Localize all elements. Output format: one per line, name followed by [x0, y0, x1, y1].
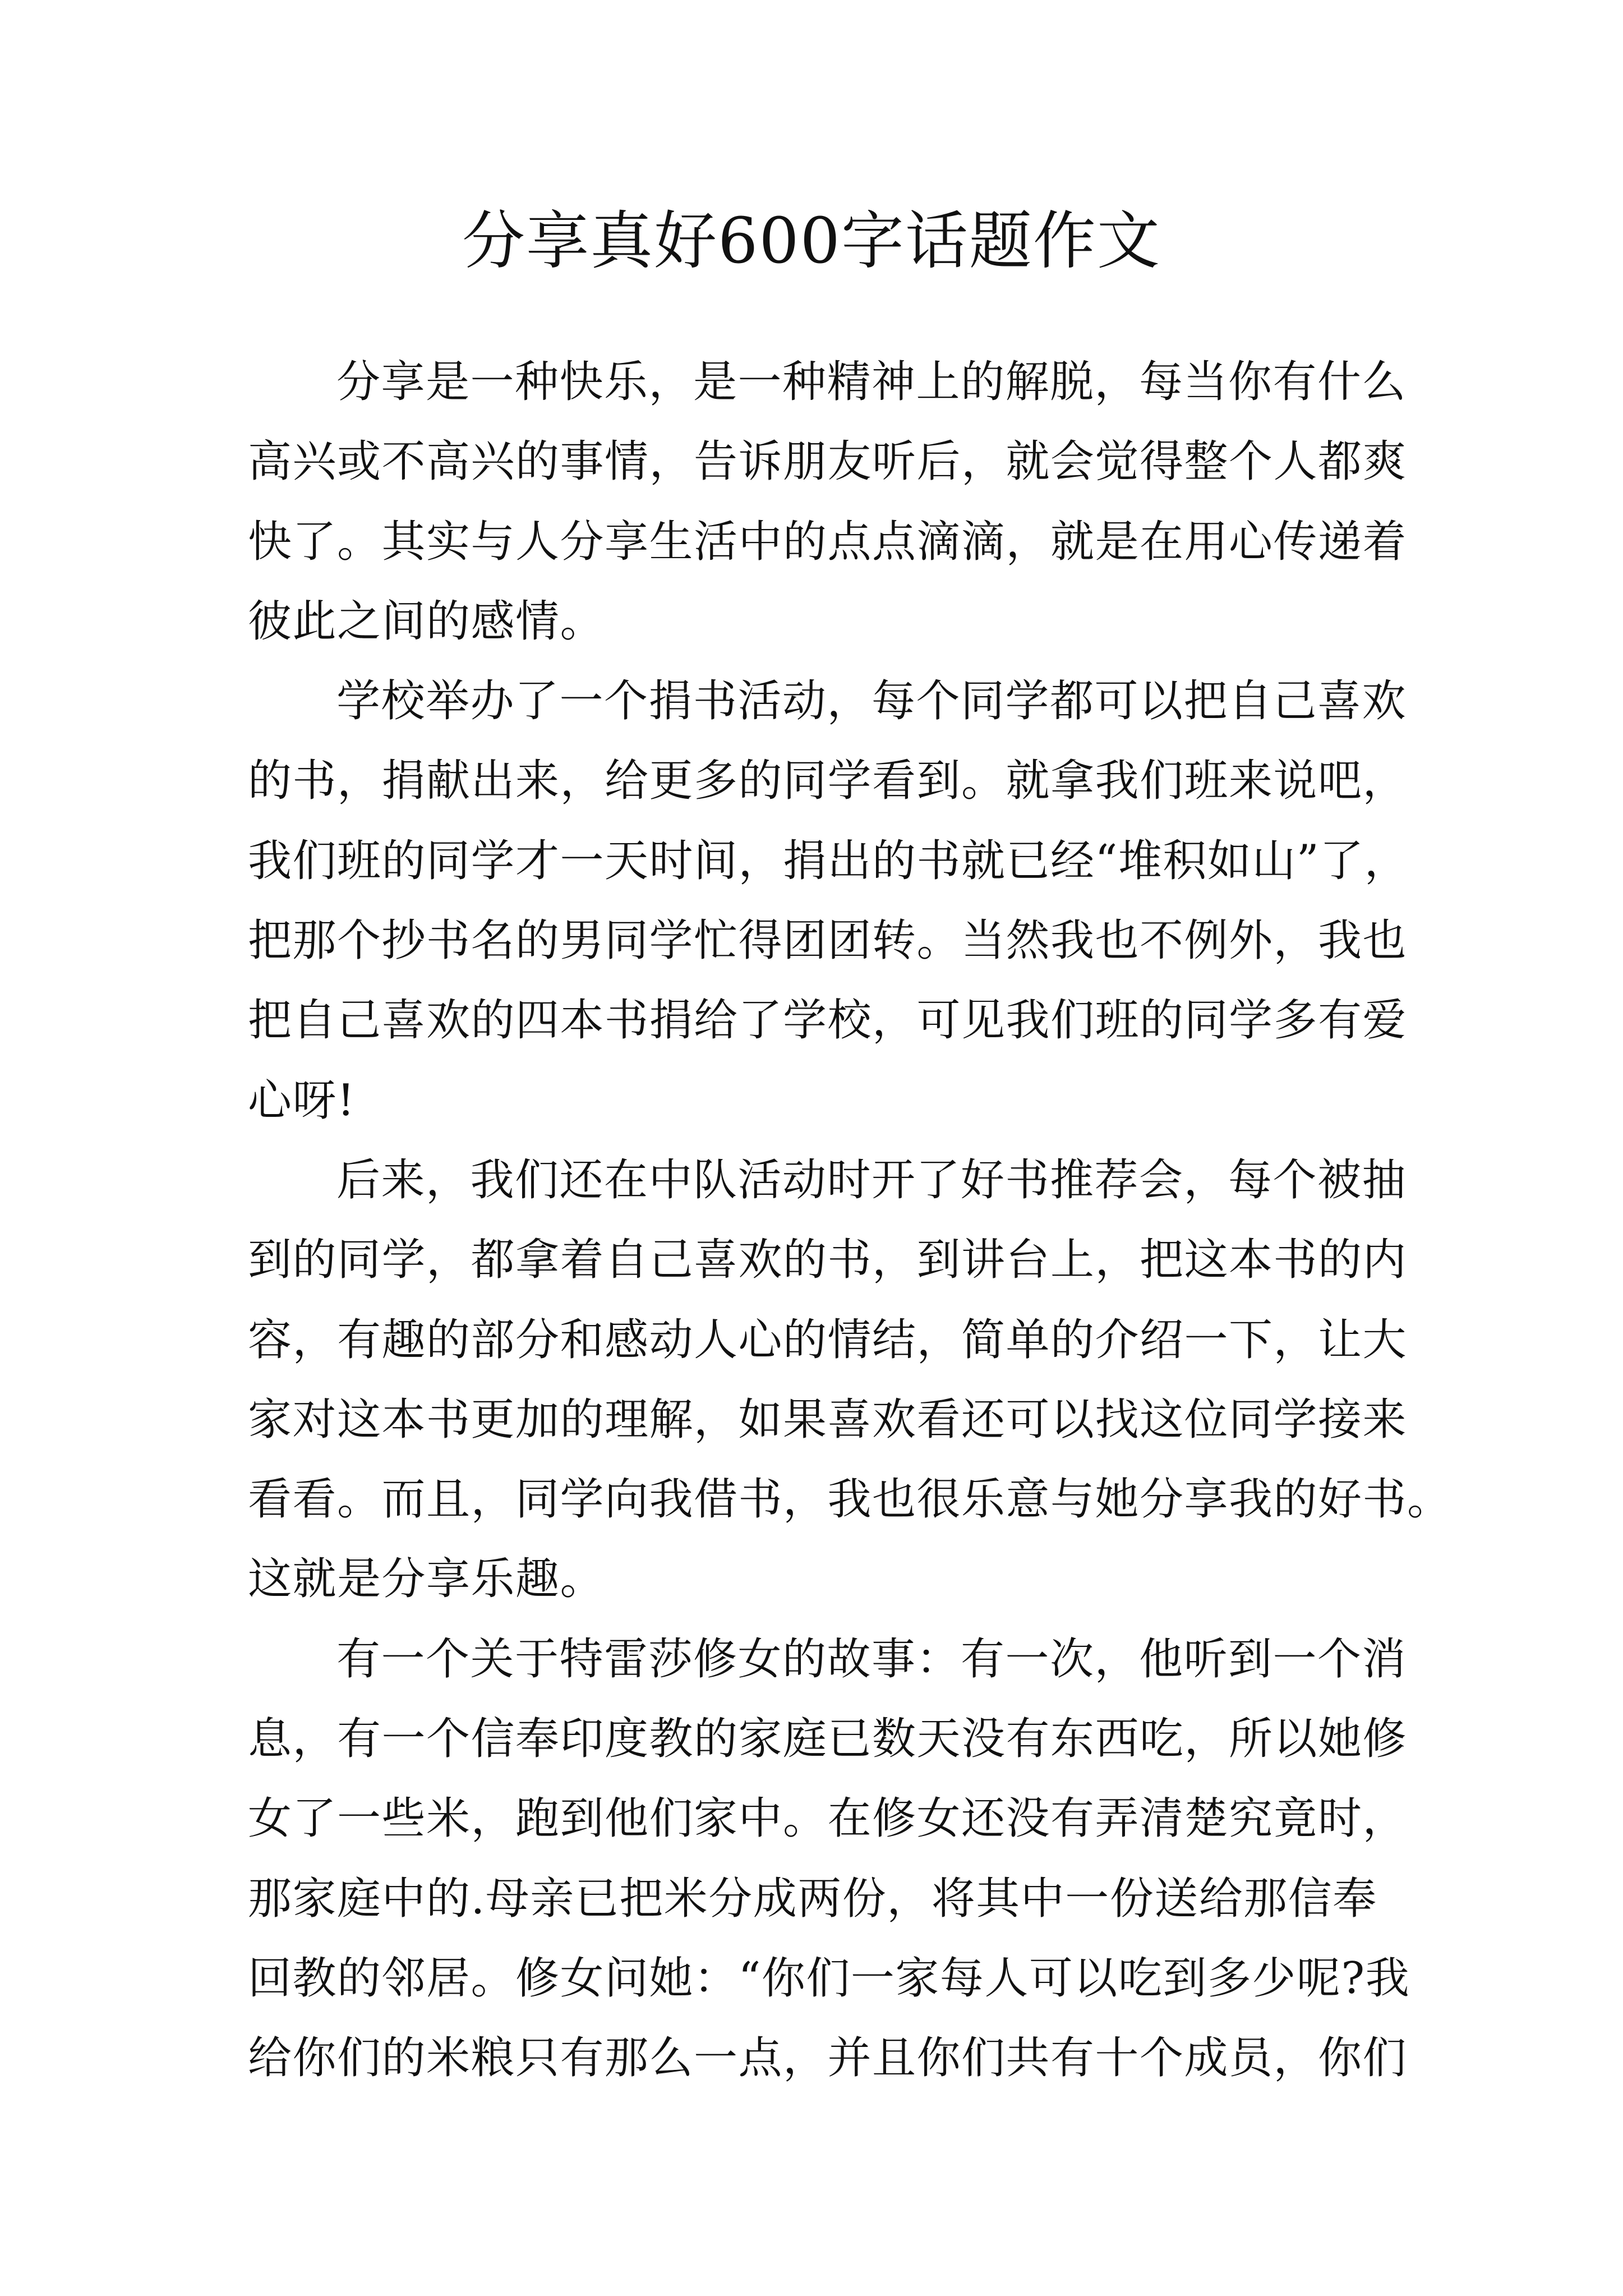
paragraph	[248, 1140, 1452, 1619]
text-line: 把自己喜欢的四本书捐给了学校，可见我们班的同学多有爱	[248, 995, 1408, 1046]
text-line: 分享是一种快乐，是一种精神上的解脱，每当你有什么	[336, 357, 1407, 407]
text-line: 家对这本书更加的理解，如果喜欢看还可以找这位同学接来	[248, 1394, 1408, 1445]
text-line: 后来，我们还在中队活动时开了好书推荐会，每个被抽	[336, 1154, 1407, 1205]
paragraph	[248, 661, 1409, 1140]
text-line: 我们班的同学才一天时间，捐出的书就已经“堆积如山”了，	[248, 835, 1409, 886]
text-line: 回教的邻居。修女问她：“你们一家每人可以吃到多少呢?我	[248, 1953, 1410, 2004]
text-line: 学校举办了一个捐书活动，每个同学都可以把自己喜欢	[336, 676, 1407, 727]
text-line: 彼此之间的感情。	[248, 596, 605, 647]
text-line: 有一个关于特雷莎修女的故事：有一次，他听到一个消	[336, 1634, 1407, 1685]
text-line: 心呀!	[248, 1075, 356, 1126]
document-body	[248, 342, 1452, 2099]
paragraph	[248, 1619, 1410, 2099]
text-line: 高兴或不高兴的事情，告诉朋友听后，就会觉得整个人都爽	[248, 436, 1408, 487]
text-line: 给你们的米粮只有那么一点，并且你们共有十个成员，你们	[248, 2033, 1408, 2084]
text-line: 女了一些米，跑到他们家中。在修女还没有弄清楚究竟时，	[248, 1793, 1408, 1844]
text-line: 到的同学，都拿着自己喜欢的书，到讲台上，把这本书的内	[248, 1235, 1408, 1286]
text-line: 容，有趣的部分和感动人心的情结，简单的介绍一下，让大	[248, 1314, 1408, 1365]
document-title: 分享真好600字话题作文	[462, 205, 1161, 278]
text-line: 息，有一个信奉印度教的家庭已数天没有东西吃，所以她修	[248, 1714, 1408, 1765]
text-line: 的书，捐献出来，给更多的同学看到。就拿我们班来说吧，	[248, 756, 1408, 807]
paragraph	[248, 342, 1408, 661]
text-line: 把那个抄书名的男同学忙得团团转。当然我也不例外，我也	[248, 915, 1408, 967]
text-line: 那家庭中的.母亲已把米分成两份，将其中一份送给那信奉	[248, 1873, 1377, 1924]
text-line: 这就是分享乐趣。	[248, 1554, 605, 1605]
text-line: 看看。而且，同学向我借书，我也很乐意与她分享我的好书。	[248, 1474, 1452, 1525]
text-line: 快了。其实与人分享生活中的点点滴滴，就是在用心传递着	[248, 516, 1408, 567]
